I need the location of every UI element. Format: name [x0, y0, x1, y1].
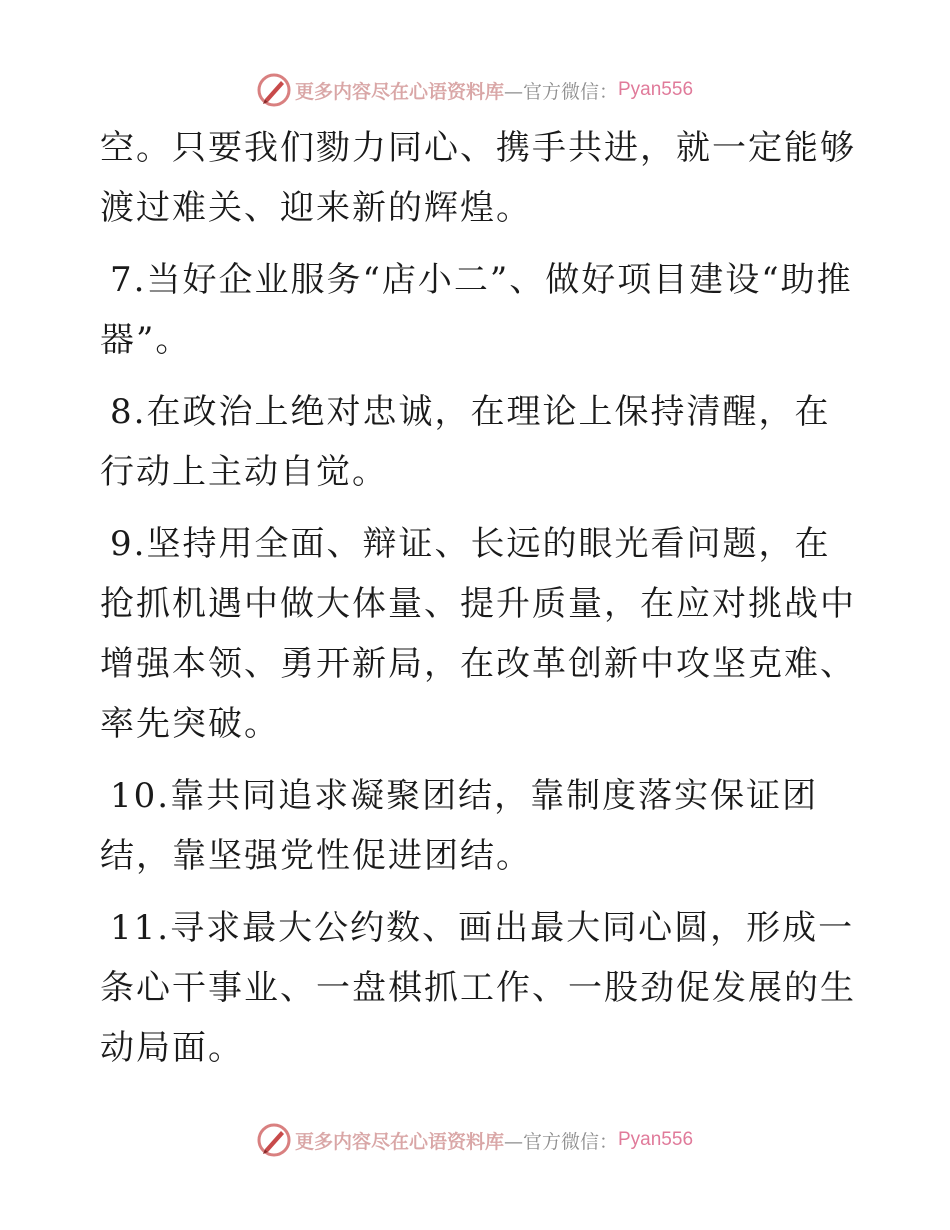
- banner-wechat-label: —官方微信：: [503, 80, 618, 103]
- item-text: 坚持用全面、辩证、长远的眼光看问题，在抢抓机遇中做大体量、提升质量，在应对挑战中增强本领、勇开新局，在改革创新中攻坚克难、率先突破。: [100, 524, 856, 744]
- banner-site-name: 更多内容尽在心语资料库: [294, 1130, 504, 1153]
- footer-watermark-banner: [0, 1120, 950, 1160]
- item-number: 9.: [110, 524, 147, 564]
- list-item: [100, 766, 860, 886]
- list-item: [100, 250, 860, 370]
- pen-logo-icon: [257, 1123, 291, 1157]
- item-number: 10.: [110, 776, 171, 816]
- item-text: 当好企业服务“店小二”、做好项目建设“助推器”。: [100, 260, 853, 360]
- list-item: [100, 898, 860, 1078]
- header-watermark-banner: [0, 70, 950, 110]
- banner-wechat-id: Pyan556: [618, 1129, 694, 1150]
- banner-wechat-id: Pyan556: [618, 79, 694, 100]
- item-number: 11.: [110, 908, 171, 948]
- item-number: 8.: [110, 392, 147, 432]
- list-item: [100, 382, 860, 502]
- item-text: 靠共同追求凝聚团结，靠制度落实保证团结，靠坚强党性促进团结。: [100, 776, 819, 876]
- paragraph-continuation: [100, 118, 860, 238]
- item-text: 寻求最大公约数、画出最大同心圆，形成一条心干事业、一盘棋抓工作、一股劲促发展的生动局面。: [100, 908, 856, 1068]
- list-item: [100, 514, 860, 754]
- banner-wechat-label: —官方微信：: [503, 1130, 618, 1153]
- item-number: 7.: [110, 260, 147, 300]
- pen-logo-icon: [257, 73, 291, 107]
- item-text: 在政治上绝对忠诚，在理论上保持清醒，在行动上主动自觉。: [100, 392, 831, 492]
- document-body: [100, 118, 860, 1090]
- paragraph-text: 空。只要我们勠力同心、携手共进，就一定能够渡过难关、迎来新的辉煌。: [100, 128, 856, 228]
- banner-site-name: 更多内容尽在心语资料库: [294, 80, 504, 103]
